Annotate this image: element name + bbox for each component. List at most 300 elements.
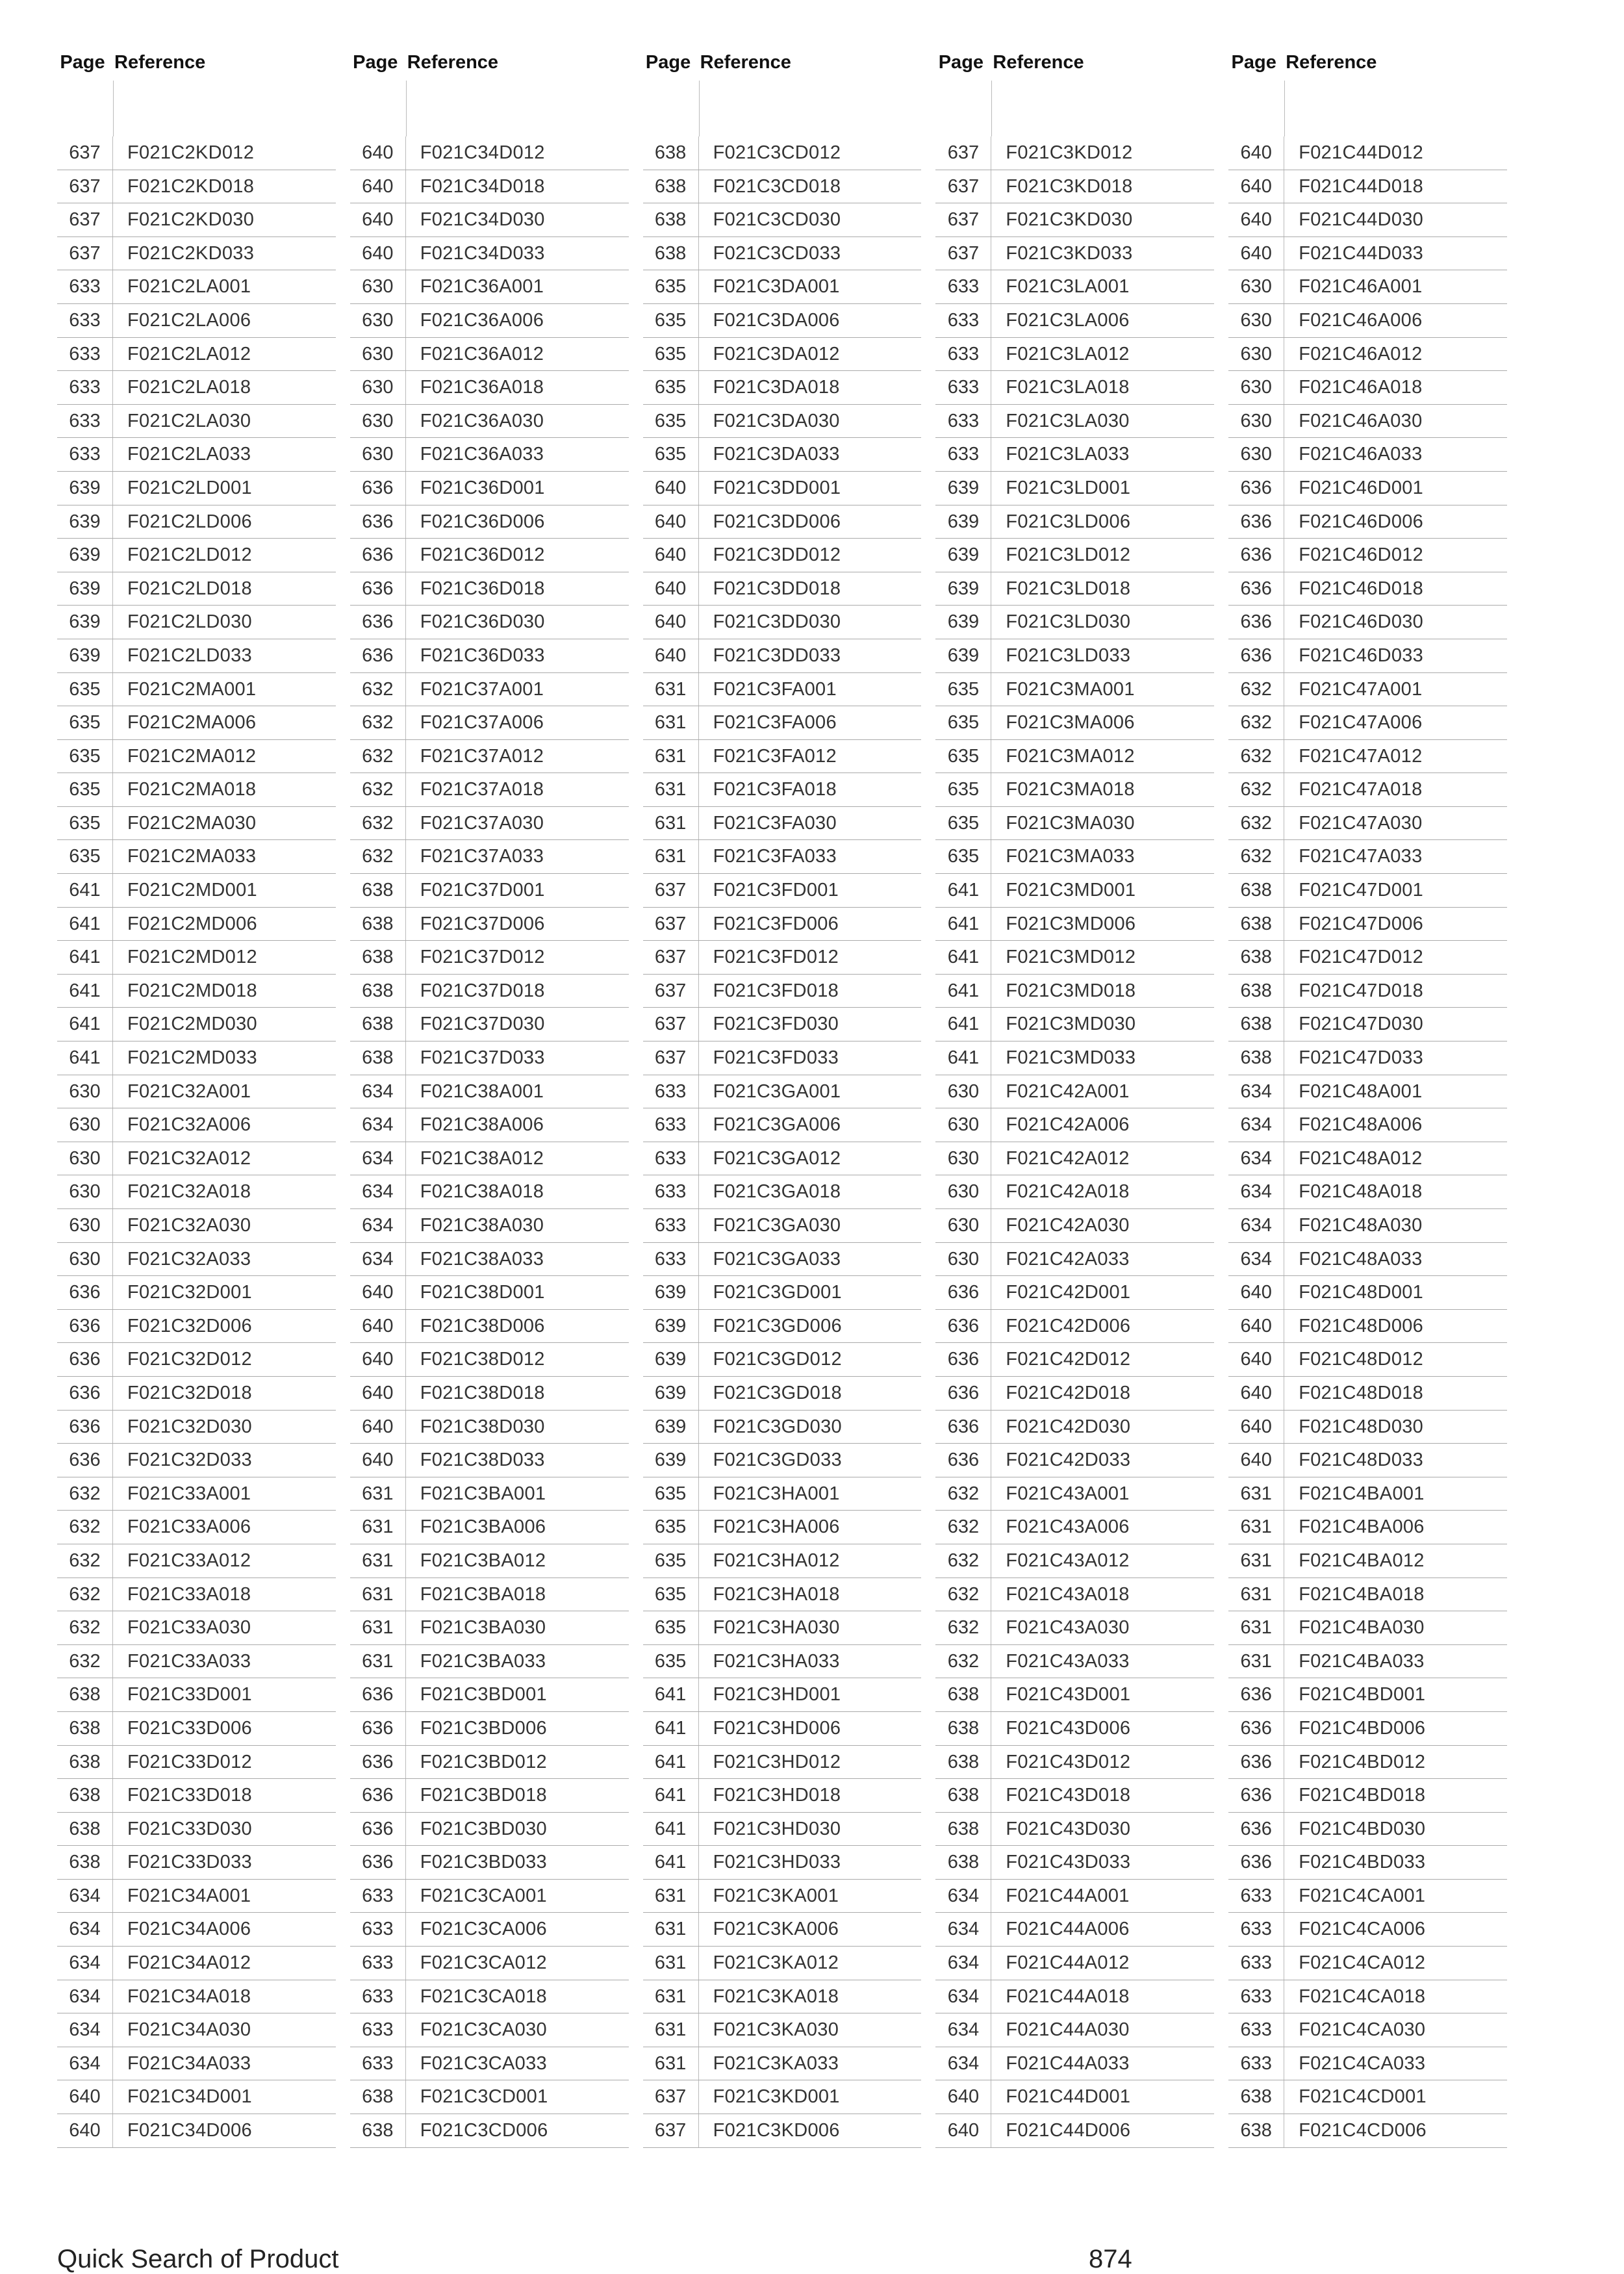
table-row [643, 975, 922, 1008]
reference-cell: F021C43A006 [1006, 1516, 1130, 1538]
reference-cell: F021C33A006 [127, 1516, 251, 1538]
table-row [935, 1343, 1214, 1377]
table-row [1228, 606, 1507, 639]
page-cell: 636 [935, 1343, 991, 1376]
page-cell: 630 [935, 1142, 991, 1175]
page-cell: 635 [643, 1477, 699, 1511]
reference-cell: F021C3GD006 [713, 1315, 842, 1336]
table-row [1228, 237, 1507, 271]
page-cell: 634 [1228, 1243, 1284, 1276]
page-cell: 638 [643, 170, 699, 203]
table-row [1228, 203, 1507, 237]
page-cell: 633 [643, 1075, 699, 1108]
page-cell: 638 [350, 2080, 406, 2114]
reference-cell: F021C2MA012 [127, 745, 257, 767]
reference-cell: F021C3HA006 [713, 1516, 840, 1538]
table-row [935, 539, 1214, 572]
reference-cell: F021C44A033 [1006, 2052, 1130, 2074]
table-row [350, 908, 629, 941]
reference-cell: F021C3KA006 [713, 1919, 839, 1940]
page-cell: 641 [57, 874, 113, 907]
table-row [643, 170, 922, 204]
reference-cell: F021C3FD030 [713, 1014, 839, 1035]
table-row [935, 1511, 1214, 1544]
table-row [935, 1243, 1214, 1277]
table-row [935, 338, 1214, 372]
table-row [935, 405, 1214, 439]
table-row [350, 1041, 629, 1075]
table-row [57, 371, 336, 405]
reference-cell: F021C3GD018 [713, 1382, 842, 1403]
table-row [643, 941, 922, 975]
reference-cell: F021C3FD033 [713, 1047, 839, 1069]
page-cell: 632 [350, 706, 406, 739]
table-row [643, 1008, 922, 1041]
reference-cell: F021C33D006 [127, 1717, 252, 1739]
page-cell: 637 [935, 237, 991, 270]
table-row [935, 874, 1214, 908]
reference-cell: F021C4BD001 [1299, 1684, 1426, 1706]
reference-cell: F021C3KD012 [1006, 142, 1133, 163]
page-cell: 637 [643, 2114, 699, 2147]
page-cell: 631 [643, 673, 699, 706]
page-cell: 640 [643, 639, 699, 672]
page-cell: 631 [643, 1947, 699, 1980]
table-row [350, 1846, 629, 1880]
reference-cell: F021C3MA006 [1006, 712, 1135, 734]
reference-cell: F021C3GA012 [713, 1147, 841, 1169]
reference-cell: F021C42A012 [1006, 1147, 1130, 1169]
page-cell: 634 [350, 1209, 406, 1242]
page-cell: 637 [57, 136, 113, 170]
reference-cell: F021C3MA012 [1006, 745, 1135, 767]
table-row [1228, 941, 1507, 975]
table-row [57, 438, 336, 472]
page-cell: 636 [935, 1276, 991, 1309]
page-cell: 636 [1228, 539, 1284, 572]
table-row [57, 170, 336, 204]
reference-cell: F021C46D030 [1299, 611, 1424, 633]
reference-cell: F021C48D001 [1299, 1282, 1424, 1303]
reference-cell: F021C37A001 [420, 678, 544, 700]
reference-cell: F021C3HA030 [713, 1617, 840, 1639]
reference-cell: F021C46A012 [1299, 343, 1423, 364]
page-cell: 636 [57, 1276, 113, 1309]
table-row [57, 338, 336, 372]
table-row [57, 1444, 336, 1477]
reference-cell: F021C3LD012 [1006, 544, 1131, 566]
page-cell: 637 [643, 874, 699, 907]
table-row [643, 706, 922, 740]
page-cell: 636 [1228, 606, 1284, 639]
reference-cell: F021C2MD033 [127, 1047, 257, 1069]
reference-cell: F021C3LA018 [1006, 377, 1130, 398]
table-row [350, 1444, 629, 1477]
reference-cell: F021C3GD030 [713, 1416, 842, 1437]
reference-cell: F021C46A006 [1299, 309, 1423, 331]
reference-cell: F021C2LD001 [127, 477, 252, 498]
table-row [1228, 438, 1507, 472]
table-row [643, 1779, 922, 1813]
page-cell: 633 [1228, 1947, 1284, 1980]
table-row [1228, 2080, 1507, 2114]
header-spacer [1228, 81, 1507, 136]
page-cell: 631 [350, 1477, 406, 1511]
table-row [1228, 1611, 1507, 1645]
reference-cell: F021C3KD018 [1006, 175, 1133, 197]
reference-cell: F021C3CA012 [420, 1952, 547, 1974]
table-row [57, 807, 336, 841]
page-cell: 639 [643, 1444, 699, 1477]
reference-cell: F021C42A030 [1006, 1215, 1130, 1236]
table-row [1228, 1813, 1507, 1846]
page-cell: 640 [643, 539, 699, 572]
reference-cell: F021C2LD033 [127, 645, 252, 666]
reference-cell: F021C34A030 [127, 2019, 251, 2041]
page-cell: 636 [350, 1813, 406, 1846]
reference-header: Reference [114, 52, 206, 73]
table-row [350, 472, 629, 505]
page-cell: 638 [935, 1678, 991, 1711]
page-cell: 631 [643, 1880, 699, 1913]
table-row [935, 472, 1214, 505]
reference-cell: F021C36D006 [420, 511, 545, 532]
table-row [1228, 170, 1507, 204]
table-row [935, 572, 1214, 606]
reference-cell: F021C48A001 [1299, 1080, 1423, 1102]
table-row [1228, 1880, 1507, 1913]
reference-cell: F021C2MA018 [127, 779, 257, 800]
reference-cell: F021C4BA001 [1299, 1483, 1425, 1504]
table-row [1228, 1142, 1507, 1176]
reference-cell: F021C2MD006 [127, 913, 257, 934]
page-cell: 635 [643, 371, 699, 404]
reference-cell: F021C43D012 [1006, 1751, 1131, 1772]
reference-cell: F021C2LD030 [127, 611, 252, 633]
reference-cell: F021C38A018 [420, 1181, 544, 1203]
table-row [643, 807, 922, 841]
page-cell: 639 [57, 606, 113, 639]
page-cell: 636 [350, 639, 406, 672]
page-cell: 634 [935, 1947, 991, 1980]
reference-cell: F021C37D006 [420, 913, 545, 934]
page-cell: 636 [1228, 1846, 1284, 1879]
page-cell: 634 [1228, 1075, 1284, 1108]
page-cell: 633 [643, 1209, 699, 1242]
page-cell: 641 [643, 1712, 699, 1745]
page-cell: 641 [935, 941, 991, 974]
page-cell: 634 [935, 1880, 991, 1913]
reference-cell: F021C44D001 [1006, 2086, 1131, 2108]
reference-cell: F021C2MD018 [127, 980, 257, 1001]
page-cell: 641 [935, 1041, 991, 1075]
page-cell: 638 [350, 874, 406, 907]
reference-cell: F021C3FA033 [713, 846, 837, 867]
reference-cell: F021C38D033 [420, 1450, 545, 1471]
table-row [350, 1377, 629, 1411]
page-cell: 632 [1228, 706, 1284, 739]
table-row [1228, 1645, 1507, 1679]
table-row [57, 1712, 336, 1746]
reference-cell: F021C4BA030 [1299, 1617, 1425, 1639]
table-row [57, 874, 336, 908]
page-cell: 639 [643, 1377, 699, 1410]
page-cell: 636 [350, 1712, 406, 1745]
page-cell: 636 [57, 1377, 113, 1410]
table-row [643, 1578, 922, 1612]
table-row [1228, 840, 1507, 874]
reference-cell: F021C38D006 [420, 1315, 545, 1336]
table-row [935, 1880, 1214, 1913]
table-row [1228, 572, 1507, 606]
reference-cell: F021C44A001 [1006, 1885, 1130, 1906]
reference-cell: F021C47D006 [1299, 913, 1424, 934]
reference-cell: F021C3BD012 [420, 1751, 547, 1772]
table-row [57, 2013, 336, 2047]
table-row [350, 1075, 629, 1109]
page-cell: 640 [350, 170, 406, 203]
reference-cell: F021C38D018 [420, 1382, 545, 1403]
table-row [643, 2114, 922, 2148]
table-row [350, 1175, 629, 1209]
reference-cell: F021C34A012 [127, 1952, 251, 1974]
page-cell: 634 [57, 1947, 113, 1980]
table-row [57, 1611, 336, 1645]
reference-cell: F021C37D012 [420, 947, 545, 968]
table-row [643, 1544, 922, 1578]
page-cell: 633 [935, 270, 991, 303]
table-row [57, 1310, 336, 1344]
reference-cell: F021C38D012 [420, 1349, 545, 1370]
reference-cell: F021C4BD006 [1299, 1717, 1426, 1739]
reference-cell: F021C46D001 [1299, 477, 1424, 498]
page-cell: 630 [1228, 405, 1284, 438]
reference-cell: F021C48D030 [1299, 1416, 1424, 1437]
page-cell: 631 [1228, 1477, 1284, 1511]
reference-cell: F021C3HD012 [713, 1751, 841, 1772]
page-cell: 640 [1228, 1411, 1284, 1444]
page-cell: 633 [57, 304, 113, 337]
reference-cell: F021C2MA030 [127, 812, 257, 834]
table-row [57, 203, 336, 237]
table-row [350, 1276, 629, 1310]
page-cell: 640 [350, 1377, 406, 1410]
page-cell: 636 [57, 1343, 113, 1376]
table-row [643, 1175, 922, 1209]
table-row [57, 270, 336, 304]
reference-cell: F021C2LA006 [127, 309, 251, 331]
table-row [350, 706, 629, 740]
reference-cell: F021C3BA030 [420, 1617, 546, 1639]
page-cell: 638 [935, 1746, 991, 1779]
table-row [935, 807, 1214, 841]
page-cell: 631 [1228, 1611, 1284, 1644]
reference-cell: F021C2LA001 [127, 276, 251, 298]
page-cell: 632 [935, 1578, 991, 1611]
reference-cell: F021C3CA018 [420, 1986, 547, 2007]
table-row [57, 1477, 336, 1511]
reference-cell: F021C36A033 [420, 444, 544, 465]
page-cell: 633 [350, 2013, 406, 2047]
table-row [643, 1444, 922, 1477]
reference-cell: F021C4BD018 [1299, 1785, 1426, 1806]
reference-cell: F021C37D001 [420, 880, 545, 901]
table-row [57, 1578, 336, 1612]
table-row [350, 304, 629, 338]
reference-cell: F021C43D006 [1006, 1717, 1131, 1739]
reference-cell: F021C3LA030 [1006, 410, 1130, 431]
table-row [1228, 740, 1507, 774]
table-row [1228, 371, 1507, 405]
index-column [1228, 52, 1507, 2148]
reference-cell: F021C46A033 [1299, 444, 1423, 465]
table-row [350, 1209, 629, 1243]
reference-cell: F021C3FA001 [713, 678, 837, 700]
page-cell: 632 [57, 1645, 113, 1678]
page-cell: 638 [643, 136, 699, 170]
page-cell: 638 [1228, 975, 1284, 1008]
table-row [57, 975, 336, 1008]
reference-cell: F021C32D001 [127, 1282, 252, 1303]
page-cell: 636 [350, 1746, 406, 1779]
reference-cell: F021C38A033 [420, 1248, 544, 1270]
page-cell: 631 [350, 1511, 406, 1544]
page-cell: 635 [935, 840, 991, 873]
table-row [935, 1578, 1214, 1612]
page-cell: 637 [57, 237, 113, 270]
table-row [643, 840, 922, 874]
table-row [57, 1746, 336, 1780]
reference-cell: F021C2MD001 [127, 880, 257, 901]
reference-cell: F021C48A018 [1299, 1181, 1423, 1203]
page-cell: 631 [643, 706, 699, 739]
table-row [350, 673, 629, 707]
table-row [57, 1008, 336, 1041]
page-cell: 641 [57, 1008, 113, 1041]
reference-cell: F021C43D018 [1006, 1785, 1131, 1806]
table-row [1228, 1276, 1507, 1310]
page-cell: 631 [1228, 1544, 1284, 1578]
reference-cell: F021C4CA001 [1299, 1885, 1426, 1906]
page-cell: 637 [643, 908, 699, 941]
column-header [1228, 52, 1507, 81]
page-cell: 634 [57, 1880, 113, 1913]
reference-cell: F021C36D001 [420, 477, 545, 498]
table-row [643, 1343, 922, 1377]
table-row [643, 1108, 922, 1142]
reference-cell: F021C48A030 [1299, 1215, 1423, 1236]
table-row [1228, 1846, 1507, 1880]
footer-title: Quick Search of Product [57, 2245, 339, 2273]
table-row [643, 1813, 922, 1846]
page-cell: 638 [1228, 908, 1284, 941]
reference-cell: F021C3BD001 [420, 1684, 547, 1706]
reference-cell: F021C2MA006 [127, 712, 257, 734]
table-row [1228, 1243, 1507, 1277]
page-cell: 632 [1228, 740, 1284, 773]
reference-cell: F021C3HD006 [713, 1717, 841, 1739]
reference-cell: F021C47D033 [1299, 1047, 1424, 1069]
page-cell: 632 [1228, 773, 1284, 806]
table-row [350, 975, 629, 1008]
table-row [350, 606, 629, 639]
table-row [935, 371, 1214, 405]
reference-cell: F021C37A012 [420, 745, 544, 767]
page-cell: 641 [935, 908, 991, 941]
table-row [350, 405, 629, 439]
reference-cell: F021C42A006 [1006, 1114, 1130, 1136]
reference-cell: F021C33A001 [127, 1483, 251, 1504]
reference-header: Reference [700, 52, 791, 73]
table-row [643, 1276, 922, 1310]
page-cell: 636 [1228, 1678, 1284, 1711]
table-row [643, 1712, 922, 1746]
table-row [350, 2013, 629, 2047]
page-cell: 641 [643, 1846, 699, 1879]
table-row [350, 237, 629, 271]
reference-cell: F021C48D033 [1299, 1450, 1424, 1471]
page-cell: 641 [643, 1813, 699, 1846]
table-row [1228, 1175, 1507, 1209]
table-row [350, 136, 629, 170]
table-row [1228, 338, 1507, 372]
table-row [1228, 1913, 1507, 1947]
reference-cell: F021C3LA001 [1006, 276, 1130, 298]
reference-cell: F021C37A018 [420, 779, 544, 800]
table-row [935, 505, 1214, 539]
table-row [643, 304, 922, 338]
reference-cell: F021C46A030 [1299, 410, 1423, 431]
table-row [1228, 270, 1507, 304]
table-row [935, 1477, 1214, 1511]
page-cell: 634 [57, 2047, 113, 2080]
reference-cell: F021C4BA006 [1299, 1516, 1425, 1538]
page-cell: 630 [57, 1243, 113, 1276]
reference-cell: F021C42D001 [1006, 1282, 1131, 1303]
table-row [935, 1947, 1214, 1980]
table-row [350, 1746, 629, 1780]
reference-cell: F021C44A030 [1006, 2019, 1130, 2041]
reference-cell: F021C33D018 [127, 1785, 252, 1806]
reference-cell: F021C3LD006 [1006, 511, 1131, 532]
page-cell: 636 [1228, 639, 1284, 672]
page-cell: 631 [1228, 1645, 1284, 1678]
table-row [57, 1411, 336, 1444]
page-cell: 640 [350, 1444, 406, 1477]
page-cell: 635 [643, 1645, 699, 1678]
reference-cell: F021C34A018 [127, 1986, 251, 2007]
reference-cell: F021C3CD030 [713, 209, 841, 231]
page-cell: 635 [643, 1578, 699, 1611]
reference-index [57, 52, 1507, 2148]
reference-cell: F021C3FD001 [713, 880, 839, 901]
reference-cell: F021C48A012 [1299, 1147, 1423, 1169]
reference-cell: F021C3KA012 [713, 1952, 839, 1974]
page-cell: 636 [350, 572, 406, 606]
page-cell: 631 [643, 2047, 699, 2080]
table-row [643, 908, 922, 941]
table-row [935, 1678, 1214, 1712]
page-cell: 633 [935, 405, 991, 438]
page-cell: 630 [1228, 371, 1284, 404]
page-cell: 637 [643, 975, 699, 1008]
table-row [935, 1779, 1214, 1813]
page-cell: 633 [935, 438, 991, 471]
reference-cell: F021C3BA012 [420, 1550, 546, 1571]
reference-cell: F021C34D033 [420, 242, 545, 264]
reference-cell: F021C3LD001 [1006, 477, 1131, 498]
table-row [643, 505, 922, 539]
